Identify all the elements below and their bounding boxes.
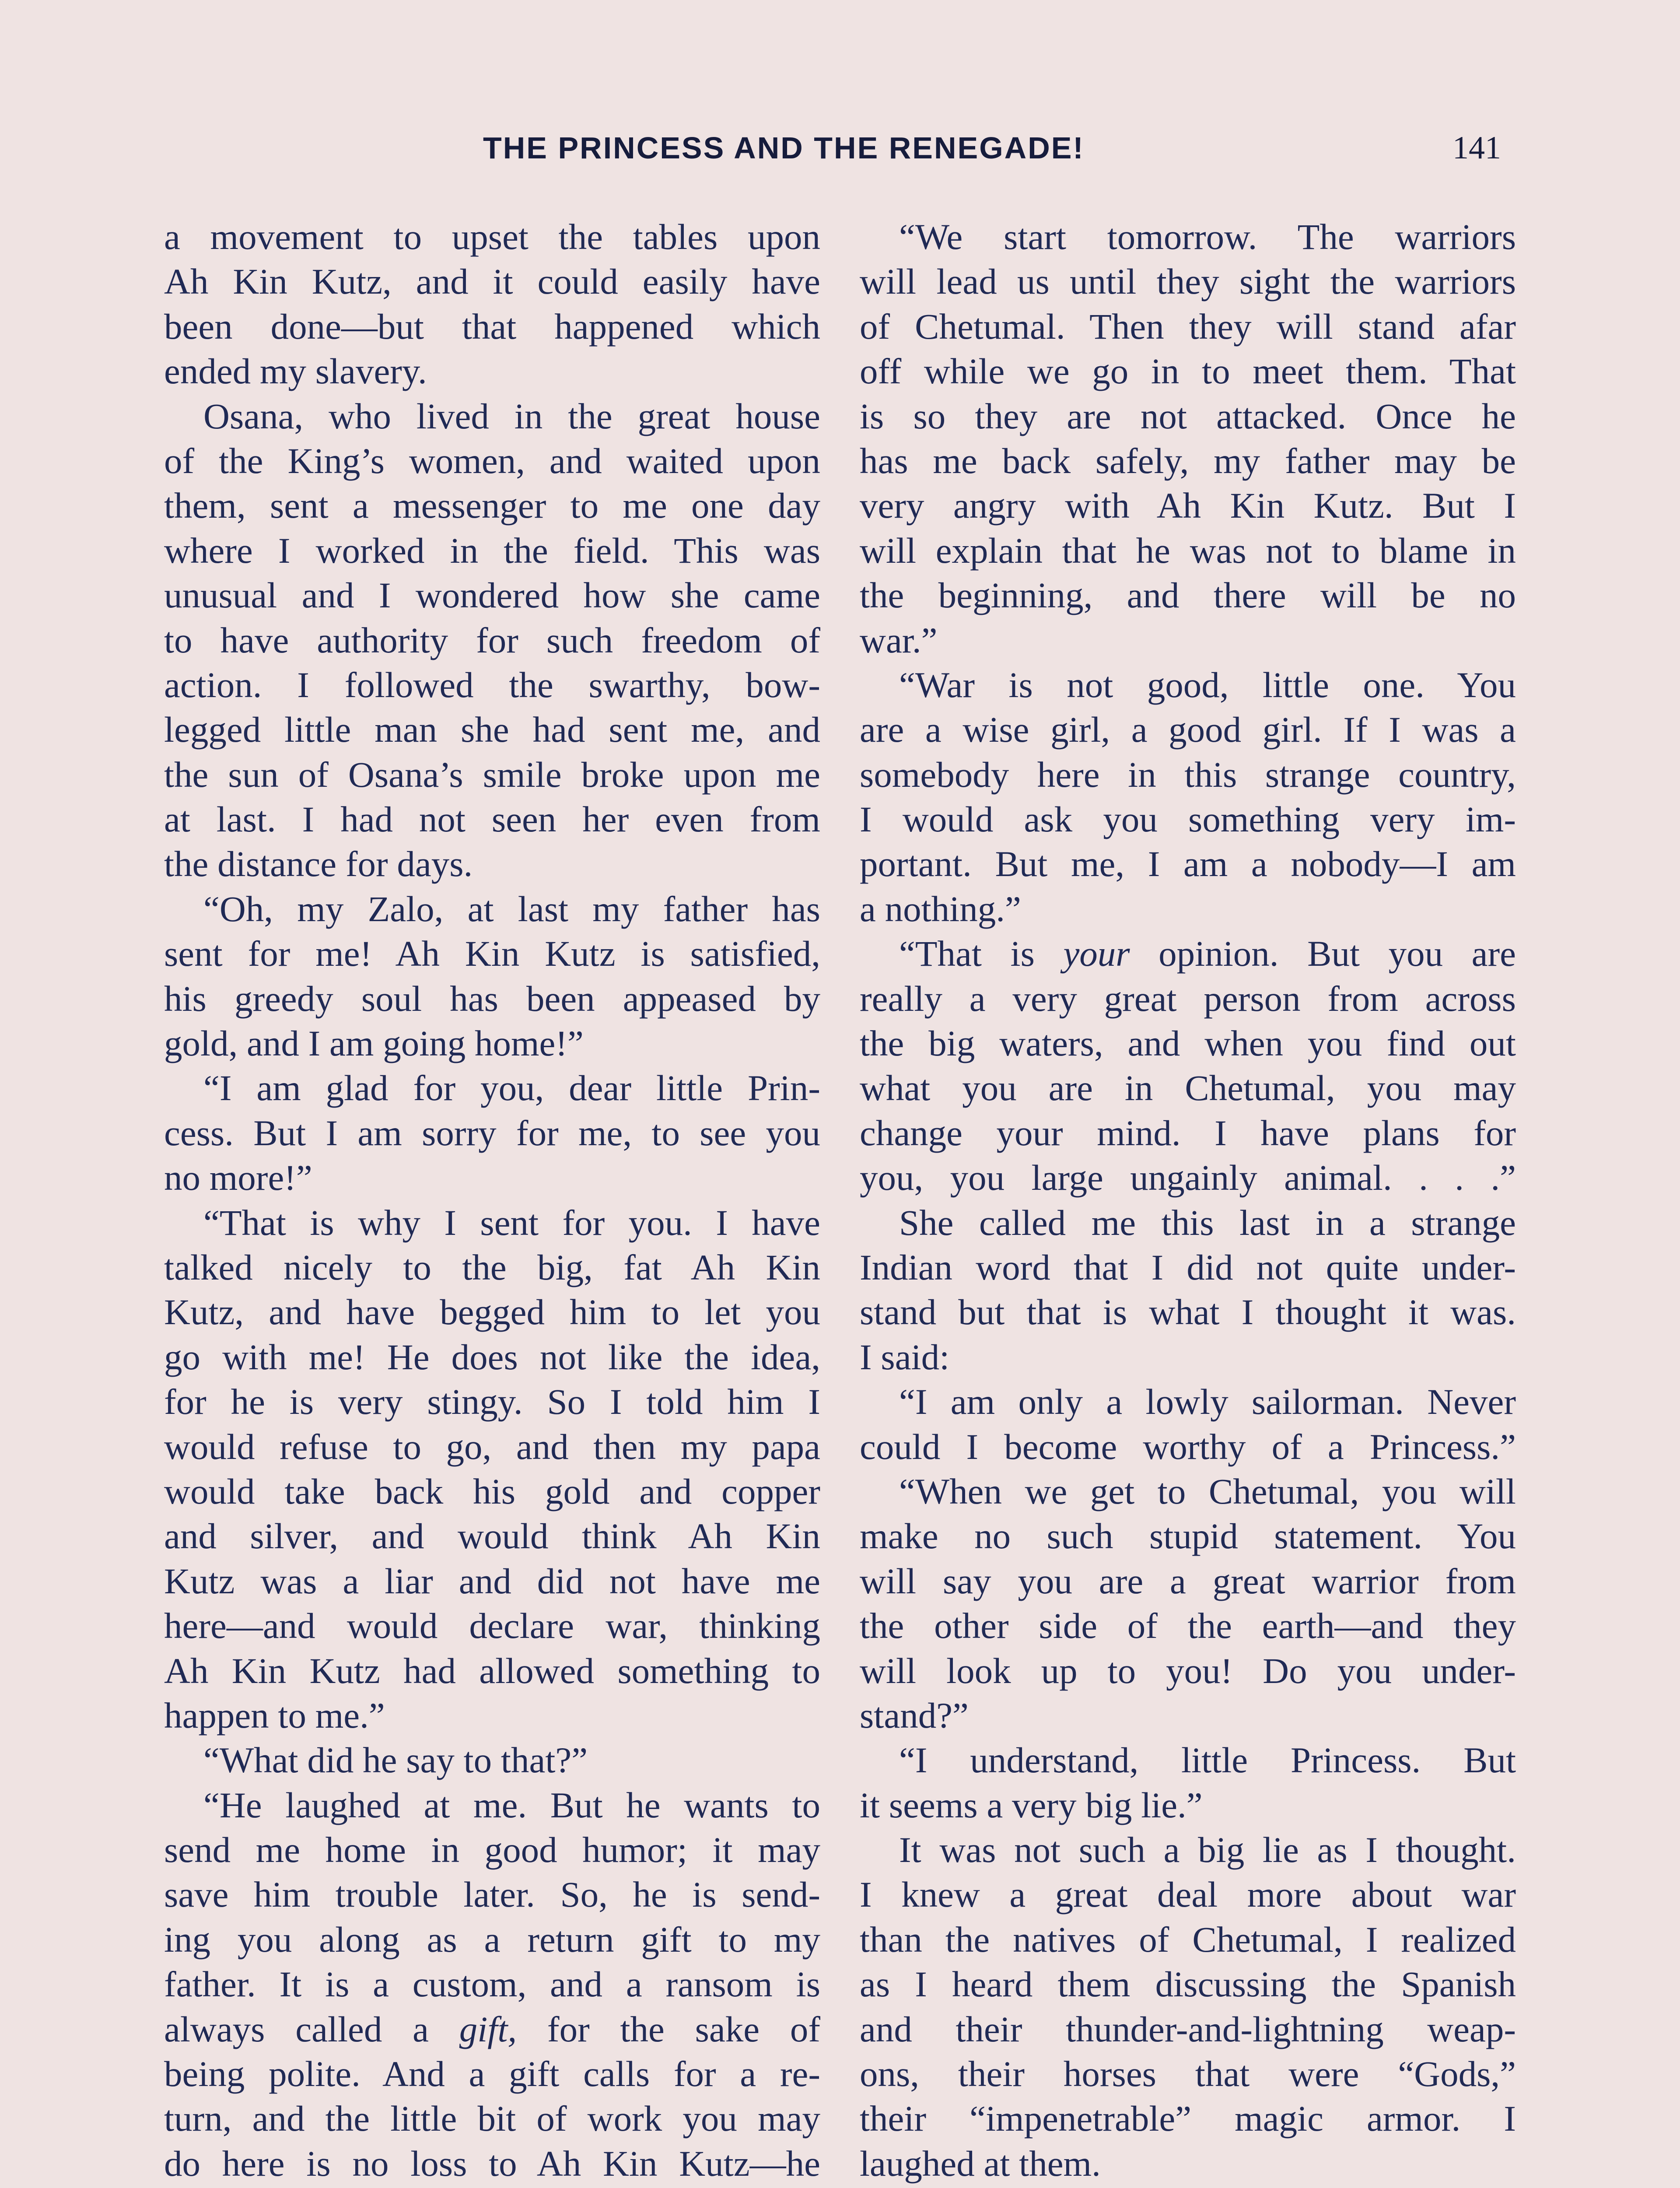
running-title: THE PRINCESS AND THE RENEGADE! <box>483 131 1085 165</box>
text-line: will look up to you! Do you under- <box>860 1650 1516 1691</box>
text-line: his greedy soul has been appeased by <box>164 978 820 1019</box>
text-line: a nothing.” <box>860 888 1021 929</box>
text-line: for he is very stingy. So I told him I <box>164 1382 820 1422</box>
text-line: really a very great person from across <box>860 978 1516 1019</box>
text-line: I knew a great deal more about war <box>860 1874 1516 1915</box>
text-line: do here is no loss to Ah Kin Kutz—he <box>164 2143 820 2184</box>
text-line: as I heard them discussing the Spanish <box>860 1964 1516 2005</box>
text-line: the distance for days. <box>164 844 473 884</box>
text-line: would take back his gold and copper <box>164 1471 820 1511</box>
text-line: the other side of the earth—and they <box>860 1606 1516 1646</box>
text-line: gold, and I am going home!” <box>164 1023 584 1064</box>
text-line: legged little man she had sent me, and <box>164 709 820 750</box>
text-line: I said: <box>860 1336 950 1377</box>
text-line: what you are in Chetumal, you may <box>860 1068 1516 1108</box>
text-line: She called me this last in a strange <box>899 1202 1516 1243</box>
text-line: very angry with Ah Kin Kutz. But I <box>860 485 1516 526</box>
text-line: father. It is a custom, and a ransom is <box>164 1964 820 2005</box>
text-line: will lead us until they sight the warriors <box>860 261 1516 302</box>
text-line: and their thunder-and-lightning weap- <box>860 2009 1516 2049</box>
text-line: action. I followed the swarthy, bow- <box>164 664 820 705</box>
text-line: to have authority for such freedom of <box>164 620 820 660</box>
text-line: cess. But I am sorry for me, to see you <box>164 1112 820 1153</box>
text-line: send me home in good humor; it may <box>164 1830 820 1870</box>
text-line: laughed at them. <box>860 2143 1101 2184</box>
text-line: Kutz was a liar and did not have me <box>164 1560 820 1601</box>
text-line: could I become worthy of a Princess.” <box>860 1426 1516 1467</box>
text-line: talked nicely to the big, fat Ah Kin <box>164 1247 820 1287</box>
text-line: the big waters, and when you find out <box>860 1023 1516 1064</box>
text-line: turn, and the little bit of work you may <box>164 2098 820 2139</box>
text-line: than the natives of Chetumal, I realized <box>860 1919 1516 1960</box>
text-line <box>164 2186 820 2188</box>
text-line: stand but that is what I thought it was. <box>860 1292 1516 1332</box>
text-line: portant. But me, I am a nobody—I am <box>860 844 1516 884</box>
text-line: you, you large ungainly animal. . . .” <box>860 1157 1516 1198</box>
text-line: “War is not good, little one. You <box>899 664 1516 705</box>
text-line: Kutz, and have begged him to let you <box>164 1292 820 1332</box>
text-line: “That is your opinion. But you are <box>899 933 1516 974</box>
text-line: and silver, and would think Ah Kin <box>164 1516 820 1557</box>
text-line: “He laughed at me. But he wants to <box>203 1785 820 1825</box>
text-line: “I am glad for you, dear little Prin- <box>203 1068 820 1108</box>
text-line: the beginning, and there will be no <box>860 575 1516 616</box>
text-line: where I worked in the field. This was <box>164 530 820 571</box>
text-line: will say you are a great warrior from <box>860 1560 1516 1601</box>
text-line: been done—but that happened which <box>164 306 820 347</box>
text-line: make no such stupid statement. You <box>860 1516 1516 1557</box>
text-line: save him trouble later. So, he is send- <box>164 1874 820 1915</box>
text-line: “I am only a lowly sailorman. Never <box>899 1382 1516 1422</box>
text-line: always called a gift, for the sake of <box>164 2009 820 2049</box>
text-line: ing you along as a return gift to my <box>164 1919 820 1960</box>
text-line: the sun of Osana’s smile broke upon me <box>164 754 820 795</box>
text-line: a movement to upset the tables upon <box>164 217 820 257</box>
text-line: ended my slavery. <box>164 351 427 392</box>
text-line: I would ask you something very im- <box>860 799 1516 840</box>
text-line: has me back safely, my father may be <box>860 440 1516 481</box>
text-line: unusual and I wondered how she came <box>164 575 820 616</box>
text-line: their “impenetrable” magic armor. I <box>860 2098 1516 2139</box>
text-line: “What did he say to that?” <box>203 1740 588 1781</box>
text-line: of the King’s women, and waited upon <box>164 440 820 481</box>
text-line: somebody here in this strange country, <box>860 754 1516 795</box>
text-line: them, sent a messenger to me one day <box>164 485 820 526</box>
text-line: stand?” <box>860 1695 969 1736</box>
text-line: Indian word that I did not quite under- <box>860 1247 1516 1287</box>
text-line: at last. I had not seen her even from <box>164 799 820 840</box>
text-line: “Oh, my Zalo, at last my father has <box>203 888 820 929</box>
text-line: no more!” <box>164 1157 312 1198</box>
text-line: “That is why I sent for you. I have <box>203 1202 820 1243</box>
text-line <box>860 2186 1516 2188</box>
text-line: is so they are not attacked. Once he <box>860 396 1516 436</box>
text-line: Osana, who lived in the great house <box>203 396 820 436</box>
text-line: change your mind. I have plans for <box>860 1112 1516 1153</box>
text-line: “When we get to Chetumal, you will <box>899 1471 1516 1511</box>
text-line: would refuse to go, and then my papa <box>164 1426 820 1467</box>
text-line: happen to me.” <box>164 1695 385 1736</box>
text-column-left <box>164 214 820 2188</box>
page-number: 141 <box>1452 130 1501 166</box>
text-line: “I understand, little Princess. But <box>899 1740 1516 1781</box>
text-line: of Chetumal. Then they will stand afar <box>860 306 1516 347</box>
text-line: sent for me! Ah Kin Kutz is satisfied, <box>164 933 820 974</box>
text-column-right <box>860 214 1516 2188</box>
text-line: war.” <box>860 620 938 660</box>
text-line: ons, their horses that were “Gods,” <box>860 2054 1516 2094</box>
text-line: will explain that he was not to blame in <box>860 530 1516 571</box>
page-header <box>0 127 1680 175</box>
text-line: go with me! He does not like the idea, <box>164 1336 820 1377</box>
text-line: off while we go in to meet them. That <box>860 351 1516 392</box>
text-line: being polite. And a gift calls for a re- <box>164 2054 820 2094</box>
text-line: it seems a very big lie.” <box>860 1785 1203 1825</box>
text-line: Ah Kin Kutz had allowed something to <box>164 1650 820 1691</box>
text-line: It was not such a big lie as I thought. <box>899 1830 1516 1870</box>
text-line: “We start tomorrow. The warriors <box>899 217 1516 257</box>
text-line: Ah Kin Kutz, and it could easily have <box>164 261 820 302</box>
text-line: are a wise girl, a good girl. If I was a <box>860 709 1516 750</box>
text-line: here—and would declare war, thinking <box>164 1606 820 1646</box>
